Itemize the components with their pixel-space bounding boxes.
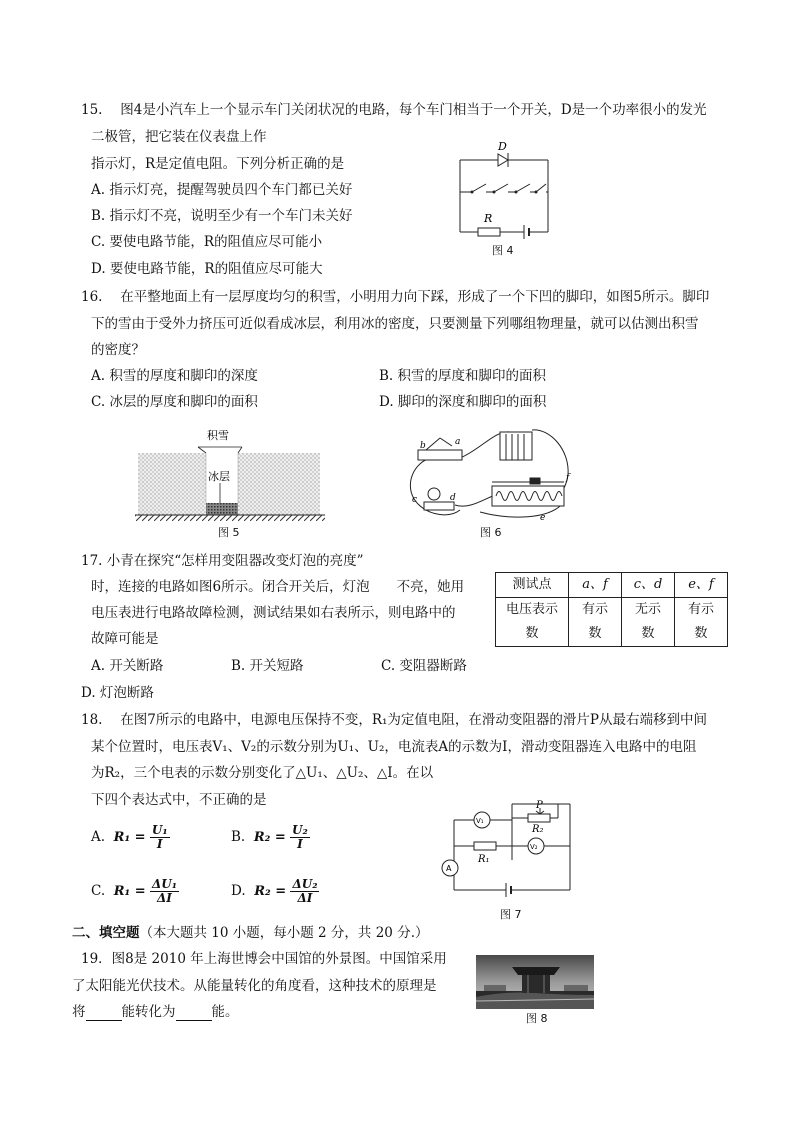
q15-stem-line1: 15. 图4是小汽车上一个显示车门关闭状况的电路，每个车门相当于一个开关，D是一个功率很小的发光 [81,102,707,118]
q18-stem-line4: 下四个表达式中，不正确的是 [91,792,267,808]
table-header-cd: c、d [622,573,675,598]
figure-8-photo [476,955,594,1009]
q17-test-table [495,572,728,647]
q18-stem-line1: 18. 在图7所示的电路中，电源电压保持不变，R₁为定值电阻，在滑动变阻器的滑片P从最右端移到中间 [81,712,708,728]
table-cell-cd: 无示 数 [622,598,675,647]
q17-stem-line3: 电压表进行电路故障检测，测试结果如右表所示，则电路中的 [91,605,456,621]
fig7-label-r2: R₂ [532,824,544,835]
fig6-caption: 图 6 [480,526,502,539]
section-2-note: （本大题共 10 小题，每小题 2 分，共 20 分.） [139,925,429,941]
q15-option-b: B. 指示灯不亮，说明至少有一个车门未关好 [91,208,353,224]
fig8-caption: 图 8 [526,1012,548,1025]
q18-option-b: B. R₂ = $\frac{\text{U₂}}{I}$ [231,823,308,851]
svg-text:c: c [412,495,418,505]
figure-6-circuit [400,420,580,525]
q15-stem-line3: 指示灯，R是定值电阻。下列分析正确的是 [91,156,345,172]
q19-stem-line2: 了太阳能光伏技术。从能量转化的角度看，这种技术的原理是 [72,978,437,994]
fig5-label-snow: 积雪 [207,429,229,442]
q17-stem-line4: 故障可能是 [91,631,159,647]
fig4-label-r: R [484,212,493,225]
q15-option-d: D. 要使电路节能，R的阻值应尽可能大 [91,261,323,277]
q15-option-c: C. 要使电路节能，R的阻值应尽可能小 [91,234,323,250]
q18-option-c: C. R₁ = $\frac{\text{ΔU₁}}{\Delta I}$ [91,877,177,905]
figure-5-snow [130,425,330,530]
table-header-ef: e、f [675,573,728,598]
section-2-heading [72,924,428,942]
svg-text:f: f [566,473,570,483]
q15-stem-line2: 二极管，把它装在仪表盘上作 [91,129,267,145]
fig4-label-d: D [498,140,507,153]
q17-stem-line1: 17. 小青在探究“怎样用变阻器改变灯泡的亮度” [81,553,364,569]
q16-option-b: B. 积雪的厚度和脚印的面积 [379,368,547,384]
section-2-title: 二、填空题 [72,925,140,941]
table-header-test-point: 测试点 [496,573,569,598]
q16-option-d: D. 脚印的深度和脚印的面积 [379,394,547,410]
q16-option-a: A. 积雪的厚度和脚印的深度 [91,368,258,384]
q17-stem-line2: 时，连接的电路如图6所示。闭合开关后，灯泡 不亮，她用 [91,579,465,595]
q16-stem-line2: 下的雪由于受外力挤压可近似看成冰层，利用冰的密度，只要测量下列哪组物理量，就可以估测出积雪 [91,316,699,332]
fig5-caption: 图 5 [218,526,240,539]
fig5-label-ice: 冰层 [208,470,230,483]
table-cell-af: 有示 数 [569,598,622,647]
table-header-af: a、f [569,573,622,598]
svg-text:b: b [420,441,426,451]
q19-blank-2[interactable] [176,1006,212,1021]
fig7-label-r1: R₁ [478,854,490,865]
q17-option-d: D. 灯泡断路 [81,685,154,701]
q16-stem-line1: 16. 在平整地面上有一层厚度均匀的积雪，小明用力向下踩，形成了一个下凹的脚印，如图5所示。脚印 [81,289,710,305]
q16-stem-line3: 的密度？ [91,342,145,358]
fig4-caption: 图 4 [492,244,514,257]
q19-blank-1[interactable] [86,1006,122,1021]
fig7-caption: 图 7 [500,908,522,921]
q15-option-a: A. 指示灯亮，提醒驾驶员四个车门都已关好 [91,182,353,198]
q17-option-b: B. 开关短路 [231,658,304,674]
fig7-label-p: P [536,800,543,811]
q19-stem-line1: 19．图8是 2010 年上海世博会中国馆的外景图。中国馆采用 [81,951,447,967]
q16-option-c: C. 冰层的厚度和脚印的面积 [91,394,258,410]
table-cell-ef: 有示 数 [675,598,728,647]
svg-text:e: e [540,513,546,523]
q18-option-d: D. R₂ = $\frac{\text{ΔU₂}}{\Delta I}$ [231,877,318,905]
q17-option-a: A. 开关断路 [91,658,164,674]
figure-7-circuit [440,800,580,900]
svg-text:a: a [455,437,461,447]
q18-stem-line3: 为R₂，三个电表的示数分别变化了△U₁、△U₂、△I。在以 [91,765,434,781]
q18-stem-line2: 某个位置时，电压表V₁、V₂的示数分别为U₁、U₂，电流表A的示数为I，滑动变阻器连入电路中的电阻 [91,739,697,755]
fig7-label-v2: V₂ [530,843,538,851]
fig7-label-a: A [446,864,452,873]
svg-text:d: d [450,493,456,503]
q17-option-c: C. 变阻器断路 [381,658,467,674]
q18-option-a: A. R₁ = $\frac{\text{U₁}}{I}$ [91,823,168,851]
q19-stem-line3: 将 能转化为 能。 [72,1004,239,1020]
fig7-label-v1: V₁ [476,817,484,825]
table-row-label: 电压表示 数 [496,598,569,647]
